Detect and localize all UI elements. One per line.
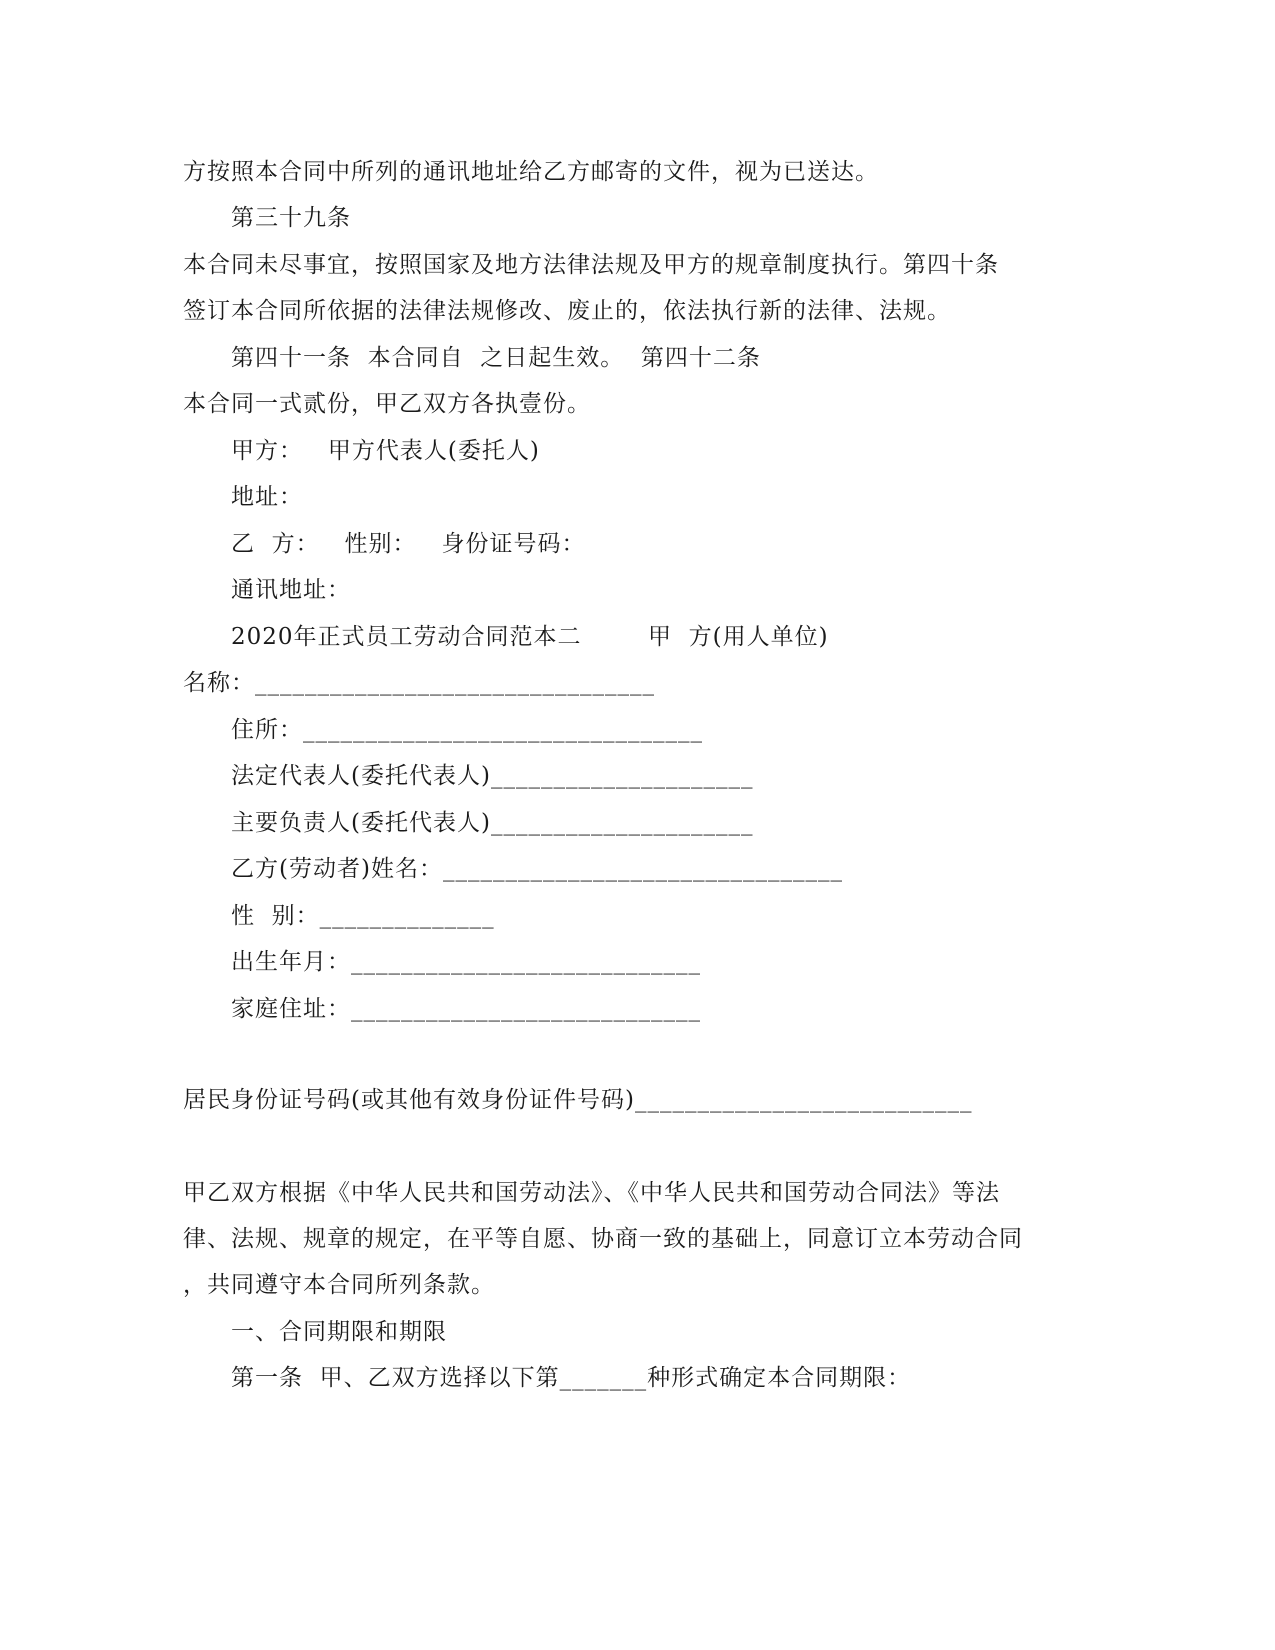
text-line-04: 签订本合同所依据的法律法规修改、废止的，依法执行新的法律、法规。 (183, 298, 951, 324)
text-line-19: 家庭住址：____________________________ (231, 996, 701, 1022)
text-line-07: 甲方： 甲方代表人(委托人) (231, 438, 540, 464)
text-line-09: 乙 方： 性别： 身份证号码： (231, 531, 586, 557)
text-line-05: 第四十一条 本合同自 之日起生效。 第四十二条 (231, 345, 761, 371)
text-line-17: 性 别：______________ (231, 903, 495, 929)
text-line-23: ，共同遵守本合同所列条款。 (183, 1272, 495, 1298)
text-line-03: 本合同未尽事宜，按照国家及地方法律法规及甲方的规章制度执行。第四十条 (183, 252, 999, 278)
text-line-20: 居民身份证号码(或其他有效身份证件号码)___________________________ (183, 1087, 973, 1113)
text-line-22: 律、法规、规章的规定，在平等自愿、协商一致的基础上，同意订立本劳动合同 (183, 1226, 1023, 1252)
text-line-02: 第三十九条 (231, 205, 351, 231)
text-line-24: 一、合同期限和期限 (231, 1319, 447, 1345)
text-line-25: 第一条 甲、乙双方选择以下第_______种形式确定本合同期限： (231, 1365, 912, 1391)
text-line-10: 通讯地址： (231, 577, 351, 603)
text-line-15: 主要负责人(委托代表人)_____________________ (231, 810, 754, 836)
text-line-08: 地址： (231, 484, 303, 510)
text-line-18: 出生年月：____________________________ (231, 949, 701, 975)
text-line-16: 乙方(劳动者)姓名：________________________________ (231, 856, 843, 882)
text-line-01: 方按照本合同中所列的通讯地址给乙方邮寄的文件，视为已送达。 (183, 159, 879, 185)
text-line-13: 住所：________________________________ (231, 717, 703, 743)
text-line-11: 2020年正式员工劳动合同范本二 甲 方(用人单位) (231, 624, 829, 650)
text-line-06: 本合同一式贰份，甲乙双方各执壹份。 (183, 391, 591, 417)
text-line-12: 名称：________________________________ (183, 670, 655, 696)
text-line-21: 甲乙双方根据《中华人民共和国劳动法》、《中华人民共和国劳动合同法》等法 (183, 1180, 1000, 1206)
text-line-14: 法定代表人(委托代表人)_____________________ (231, 763, 754, 789)
